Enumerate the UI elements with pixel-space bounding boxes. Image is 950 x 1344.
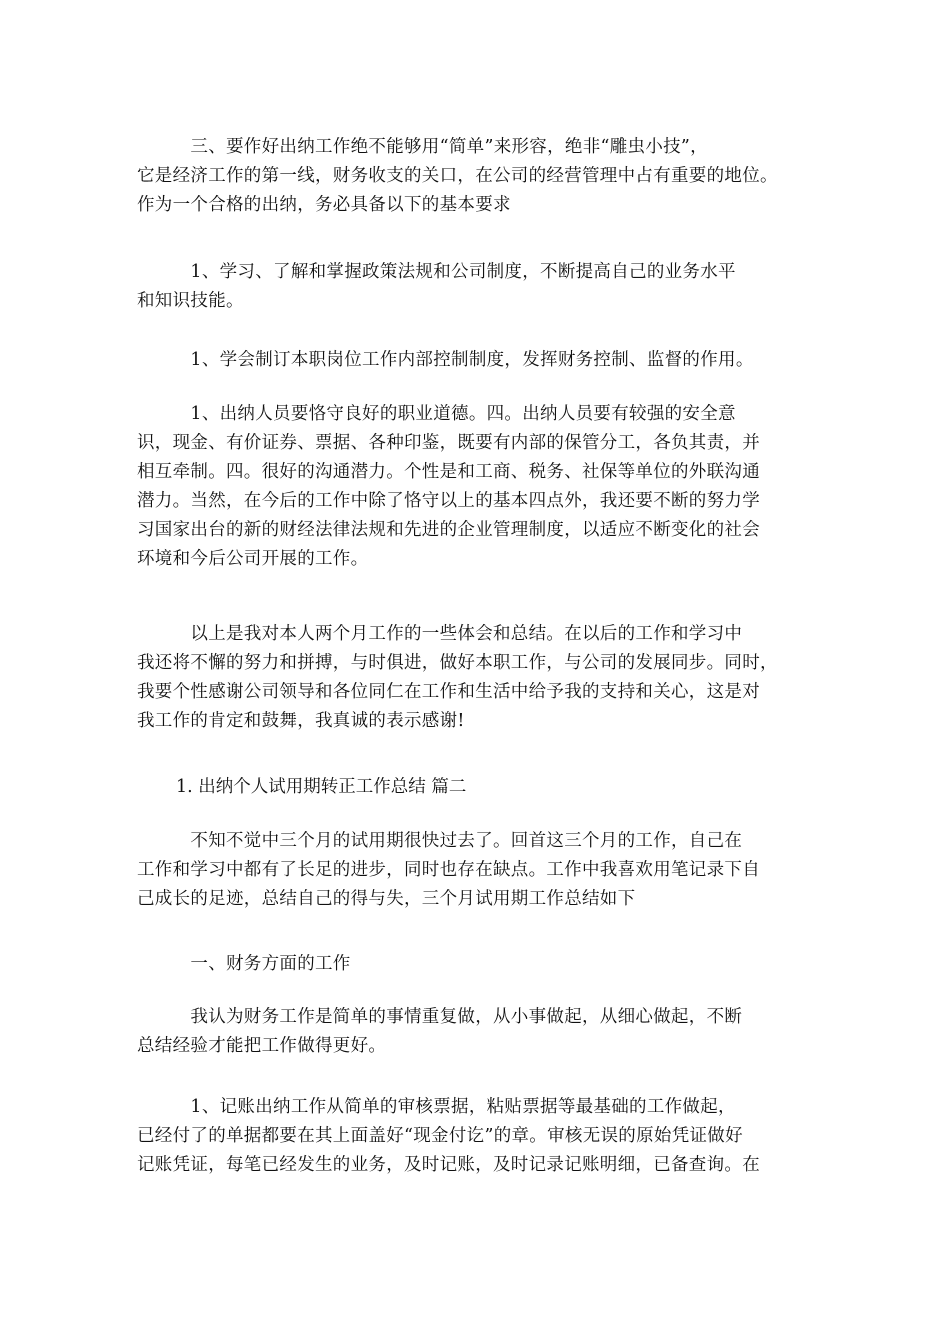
paragraph-bookkeeping (137, 1093, 827, 1180)
text-line: 我认为财务工作是简单的事情重复做，从小事做起，从细心做起，不断 (137, 1007, 743, 1027)
paragraph-cashier-requirements (137, 133, 827, 220)
paragraph-three-months-review (137, 827, 827, 914)
text-line: 己成长的足迹，总结自己的得与失，三个月试用期工作总结如下 (137, 889, 636, 909)
text-line: 1、学会制订本职岗位工作内部控制制度，发挥财务控制、监督的作用。 (137, 350, 754, 370)
paragraph-professional-ethics (137, 400, 827, 574)
text-line: 我要个性感谢公司领导和各位同仁在工作和生活中给予我的支持和关心，这是对 (137, 682, 760, 702)
text-line: 潜力。当然，在今后的工作中除了恪守以上的基本四点外，我还要不断的努力学 (137, 491, 760, 511)
paragraph-study-policies (137, 258, 827, 316)
paragraph-finance-work-heading (137, 950, 827, 979)
text-line: 我工作的肯定和鼓舞，我真诚的表示感谢! (137, 711, 465, 731)
text-line: 相互牵制。四。很好的沟通潜力。个性是和工商、税务、社保等单位的外联沟通 (137, 462, 760, 482)
text-line: 三、要作好出纳工作绝不能够用“简单”来形容，绝非“雕虫小技”， (137, 137, 708, 157)
section-heading: 1. 出纳个人试用期转正工作总结 篇二 (176, 777, 467, 797)
text-line: 记账凭证，每笔已经发生的业务，及时记账，及时记录记账明细，已备查询。在 (137, 1155, 760, 1175)
paragraph-conclusion-thanks (137, 620, 827, 736)
paragraph-internal-control (137, 346, 827, 375)
text-line: 总结经验才能把工作做得更好。 (137, 1036, 387, 1056)
paragraph-finance-attitude (137, 1003, 827, 1061)
text-line: 以上是我对本人两个月工作的一些体会和总结。在以后的工作和学习中 (137, 624, 743, 644)
text-line: 和知识技能。 (137, 291, 244, 311)
text-line: 习国家出台的新的财经法律法规和先进的企业管理制度，以适应不断变化的社会 (137, 520, 760, 540)
text-line: 1、记账出纳工作从简单的审核票据，粘贴票据等最基础的工作做起， (137, 1097, 736, 1117)
text-line: 1、出纳人员要恪守良好的职业道德。四。出纳人员要有较强的安全意 (137, 404, 736, 424)
text-line: 作为一个合格的出纳，务必具备以下的基本要求 (137, 195, 511, 215)
text-line: 1、学习、了解和掌握政策法规和公司制度，不断提高自己的业务水平 (137, 262, 736, 282)
text-line: 工作和学习中都有了长足的进步，同时也存在缺点。工作中我喜欢用笔记录下自 (137, 860, 760, 880)
text-line: 已经付了的单据都要在其上面盖好“现金付讫”的章。审核无误的原始凭证做好 (137, 1126, 743, 1146)
text-line: 环境和今后公司开展的工作。 (137, 549, 369, 569)
text-line: 不知不觉中三个月的试用期很快过去了。回首这三个月的工作，自己在 (137, 831, 743, 851)
text-line: 它是经济工作的第一线，财务收支的关口，在公司的经营管理中占有重要的地位。 (137, 166, 778, 186)
text-line: 我还将不懈的努力和拼搏，与时俱进，做好本职工作，与公司的发展同步。同时， (137, 653, 778, 673)
text-line: 识，现金、有价证券、票据、各种印鉴，既要有内部的保管分工，各负其责，并 (137, 433, 760, 453)
text-line: 一、财务方面的工作 (137, 954, 351, 974)
